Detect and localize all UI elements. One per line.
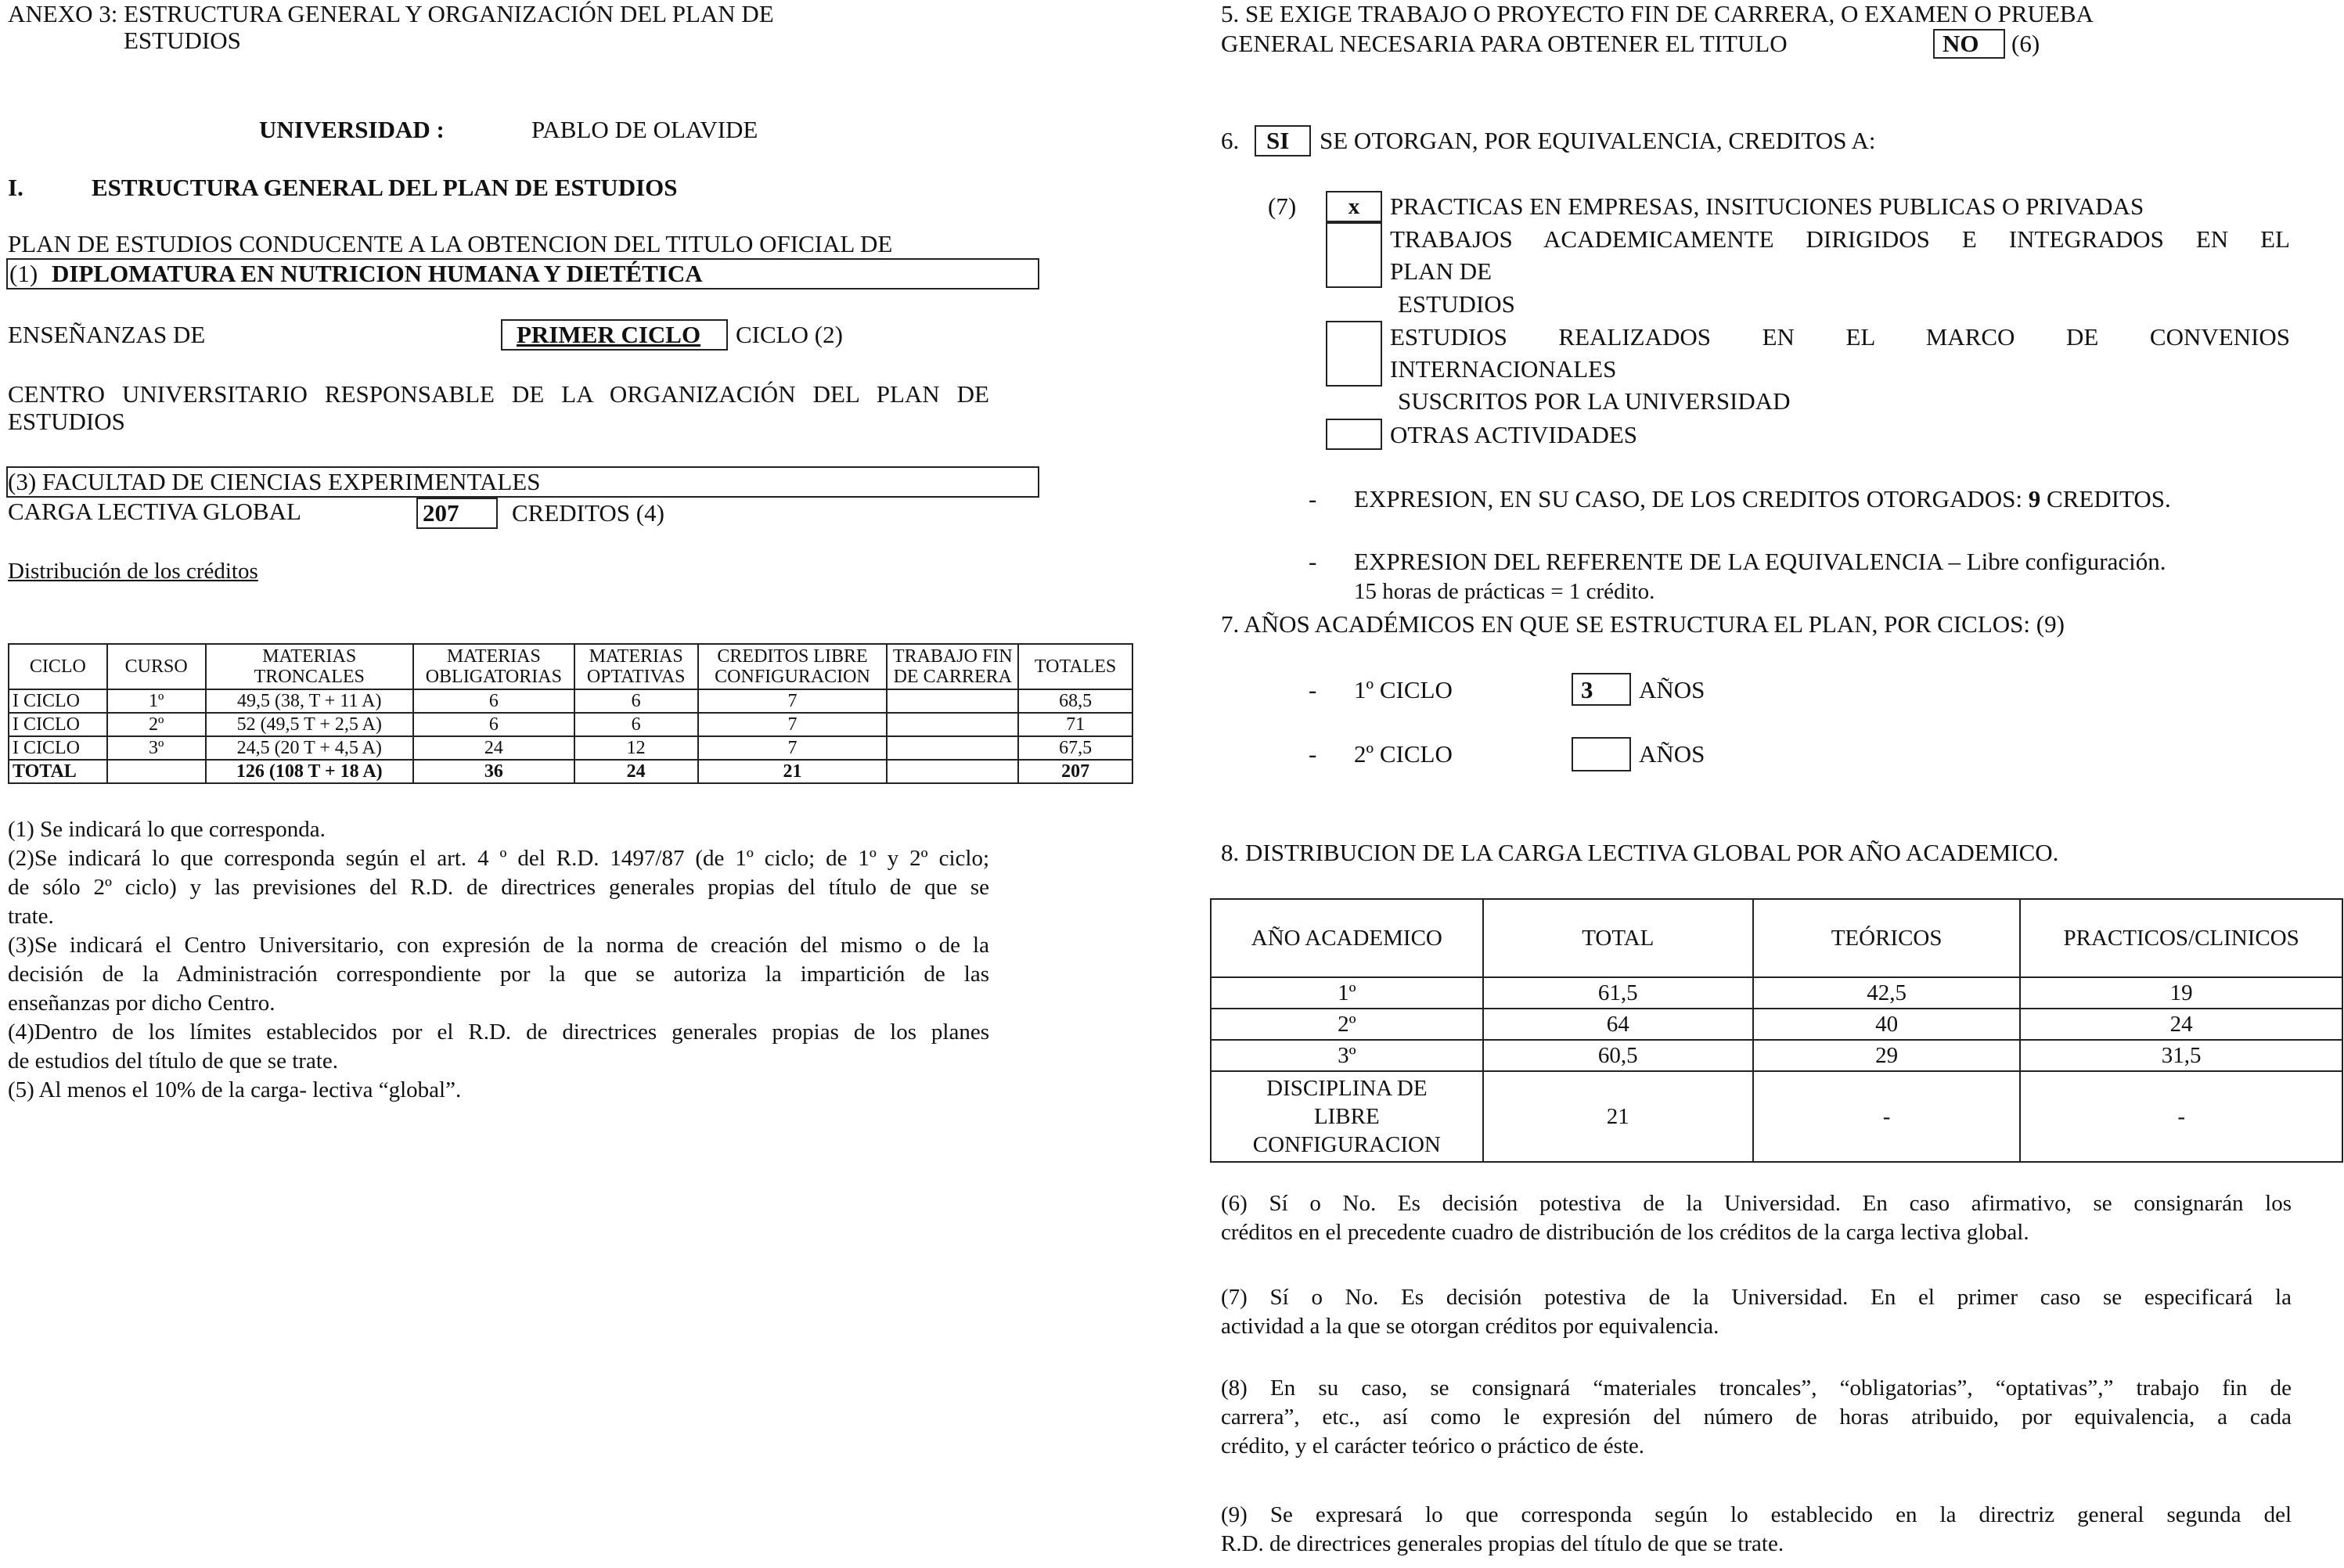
- center-label-line1: CENTRO UNIVERSITARIO RESPONSABLE DE LA ORGANIZACIÓN DEL PLAN DE: [8, 380, 989, 408]
- footnote-2-line3: trate.: [8, 904, 54, 929]
- load-header-theory: TEÓRICOS: [1753, 899, 2020, 977]
- item6-value: SI: [1266, 127, 1290, 154]
- teaching-value: PRIMER CICLO: [517, 321, 701, 348]
- annex-title-line1: ANEXO 3: ESTRUCTURA GENERAL Y ORGANIZACIÓN DEL PLAN DE: [8, 0, 774, 27]
- footnotes: [8, 815, 989, 1105]
- credits-header-curso: CURSO: [107, 644, 206, 689]
- teaching-suffix: CICLO (2): [736, 321, 843, 348]
- option-trabajos-label-line1: TRABAJOS ACADEMICAMENTE DIRIGIDOS E INTEGRADOS EN EL: [1390, 225, 2290, 253]
- table-total-row: TOTAL 126 (108 T + 18 A) 36 24 21 207: [9, 760, 1132, 783]
- option-trabajos-checkbox[interactable]: [1326, 222, 1382, 288]
- footnote-1: (1) Se indicará lo que corresponda.: [8, 817, 326, 842]
- option-practicas-label: PRACTICAS EN EMPRESAS, INSITUCIONES PUBLICAS O PRIVADAS: [1390, 192, 2144, 220]
- annex-title-line2: ESTUDIOS: [124, 27, 241, 54]
- load-label: CARGA LECTIVA GLOBAL: [8, 498, 301, 525]
- cycle2-label: 2º CICLO: [1354, 740, 1453, 768]
- cycle2-unit: AÑOS: [1639, 740, 1705, 768]
- item5-value: NO: [1943, 30, 1979, 57]
- footnote-3-line1: (3)Se indicará el Centro Universitario, con expresión de la norma de creación del mismo o de la: [8, 933, 989, 958]
- degree-prefix: (1): [9, 260, 38, 287]
- cycle1-dash: -: [1309, 676, 1317, 703]
- section-title: ESTRUCTURA GENERAL DEL PLAN DE ESTUDIOS: [92, 174, 678, 201]
- load-header-practice: PRACTICOS/CLINICOS: [2020, 899, 2342, 977]
- item6-number: 6.: [1221, 127, 1240, 154]
- option-trabajos-label-line3: ESTUDIOS: [1398, 290, 1515, 318]
- option-estudios-label-line3: SUSCRITOS POR LA UNIVERSIDAD: [1398, 387, 1791, 415]
- equiv-expr-dash: -: [1309, 548, 1317, 575]
- note-8: (8) En su caso, se consignará “materiales troncales”, “obligatorias”, “optativas”,” trabajo fin de carrera”, etc., así como le expresión del número de horas atribuido, por equivalencia, a cada crédito, y el carácter teórico o práctico de éste.: [1221, 1376, 2292, 1458]
- plan-intro: PLAN DE ESTUDIOS CONDUCENTE A LA OBTENCION DEL TITULO OFICIAL DE: [8, 230, 893, 257]
- note-6: (6) Sí o No. Es decisión potestiva de la Universidad. En caso afirmativo, se consignarán los créditos en el precedente cuadro de distribución de los créditos de la carga lectiva global.: [1221, 1191, 2292, 1245]
- table-row: I CICLO 2º 52 (49,5 T + 2,5 A) 6 6 7 71: [9, 713, 1132, 736]
- table-row: I CICLO 1º 49,5 (38, T + 11 A) 6 6 7 68,5: [9, 689, 1132, 713]
- table-row: I CICLO 3º 24,5 (20 T + 4,5 A) 24 12 7 67,5: [9, 736, 1132, 760]
- cycle1-label: 1º CICLO: [1354, 676, 1453, 703]
- distribution-title: Distribución de los créditos: [8, 559, 258, 584]
- note-9: (9) Se expresará lo que corresponda según lo establecido en la directriz general segunda del R.D. de directrices generales propias del título de que se trate.: [1221, 1502, 2292, 1556]
- option-practicas-checkbox[interactable]: x: [1326, 191, 1382, 222]
- load-value: 207: [423, 499, 459, 527]
- credits-header-obligatorias: MATERIAS OBLIGATORIAS: [413, 644, 574, 689]
- footnote-3-line3: enseñanzas por dicho Centro.: [8, 991, 275, 1016]
- credits-header-libre: CREDITOS LIBRE CONFIGURACION: [698, 644, 888, 689]
- credits-table: [8, 643, 1133, 784]
- equiv-expr-line2: 15 horas de prácticas = 1 crédito.: [1354, 579, 1655, 604]
- section-number: I.: [8, 174, 23, 201]
- footnote-3-line2: decisión de la Administración correspondiente por la que se autoriza la impartición de las: [8, 962, 989, 987]
- option-trabajos-label-line2: PLAN DE: [1390, 257, 1492, 285]
- credits-header-troncales: MATERIAS TRONCALES: [206, 644, 413, 689]
- footnote-4-line1: (4)Dentro de los límites establecidos por el R.D. de directrices generales propias de los planes: [8, 1020, 989, 1045]
- item8-title: 8. DISTRIBUCION DE LA CARGA LECTIVA GLOBAL POR AÑO ACADEMICO.: [1221, 839, 2059, 866]
- option-estudios-checkbox[interactable]: [1326, 321, 1382, 387]
- credits-header-ciclo: CICLO: [9, 644, 107, 689]
- option-otras-checkbox[interactable]: [1326, 419, 1382, 450]
- credits-header-trabajo: TRABAJO FIN DE CARRERA: [887, 644, 1018, 689]
- center-value: (3) FACULTAD DE CIENCIAS EXPERIMENTALES: [8, 468, 541, 495]
- credits-expr-dash: -: [1309, 485, 1317, 512]
- footnote-2-line1: (2)Se indicará lo que corresponda según el art. 4 º del R.D. 1497/87 (de 1º ciclo; de 1º y 2º ciclo;: [8, 846, 989, 871]
- table-row: 2º 64 40 24: [1211, 1009, 2342, 1040]
- table-row: 1º 61,5 42,5 19: [1211, 977, 2342, 1009]
- cycle2-box: [1572, 737, 1631, 771]
- credits-header-optativas: MATERIAS OPTATIVAS: [574, 644, 698, 689]
- load-table: [1210, 898, 2343, 1163]
- load-suffix: CREDITOS (4): [512, 499, 664, 527]
- item6-note: (7): [1268, 192, 1297, 220]
- item5-line1: 5. SE EXIGE TRABAJO O PROYECTO FIN DE CARRERA, O EXAMEN O PRUEBA: [1221, 0, 2094, 27]
- university-label: UNIVERSIDAD :: [259, 116, 445, 143]
- item6-text: SE OTORGAN, POR EQUIVALENCIA, CREDITOS A:: [1320, 127, 1876, 154]
- credits-header-totales: TOTALES: [1018, 644, 1132, 689]
- option-otras-label: OTRAS ACTIVIDADES: [1390, 421, 1638, 448]
- table-row: DISCIPLINA DE LIBRE CONFIGURACION 21 - -: [1211, 1071, 2342, 1162]
- item7-title: 7. AÑOS ACADÉMICOS EN QUE SE ESTRUCTURA EL PLAN, POR CICLOS: (9): [1221, 610, 2065, 638]
- cycle1-value: 3: [1581, 676, 1593, 703]
- footnote-4-line2: de estudios del título de que se trate.: [8, 1048, 339, 1074]
- university-name: PABLO DE OLAVIDE: [531, 116, 758, 143]
- item5-note: (6): [2011, 30, 2040, 57]
- option-estudios-label-line2: INTERNACIONALES: [1390, 355, 1617, 383]
- credits-expr: EXPRESION, EN SU CASO, DE LOS CREDITOS OTORGADOS: 9 CREDITOS.: [1354, 485, 2171, 512]
- degree-name: DIPLOMATURA EN NUTRICION HUMANA Y DIETÉTICA: [52, 260, 703, 287]
- cycle2-dash: -: [1309, 740, 1317, 768]
- footnote-2-line2: de sólo 2º ciclo) y las previsiones del R.D. de directrices generales propias del título de que se: [8, 875, 989, 900]
- option-estudios-label-line1: ESTUDIOS REALIZADOS EN EL MARCO DE CONVENIOS: [1390, 323, 2290, 351]
- load-header-total: TOTAL: [1483, 899, 1753, 977]
- load-header-year: AÑO ACADEMICO: [1211, 899, 1483, 977]
- item5-line2: GENERAL NECESARIA PARA OBTENER EL TITULO: [1221, 30, 1788, 57]
- table-row: 3º 60,5 29 31,5: [1211, 1040, 2342, 1071]
- equiv-expr-line1: EXPRESION DEL REFERENTE DE LA EQUIVALENCIA – Libre configuración.: [1354, 548, 2166, 575]
- cycle1-unit: AÑOS: [1639, 676, 1705, 703]
- center-label-line2: ESTUDIOS: [8, 408, 125, 435]
- footnote-5: (5) Al menos el 10% de la carga- lectiva “global”.: [8, 1077, 462, 1102]
- teaching-label: ENSEÑANZAS DE: [8, 321, 206, 348]
- note-7: (7) Sí o No. Es decisión potestiva de la Universidad. En el primer caso se especificará la actividad a la que se otorgan créditos por equivalencia.: [1221, 1285, 2292, 1339]
